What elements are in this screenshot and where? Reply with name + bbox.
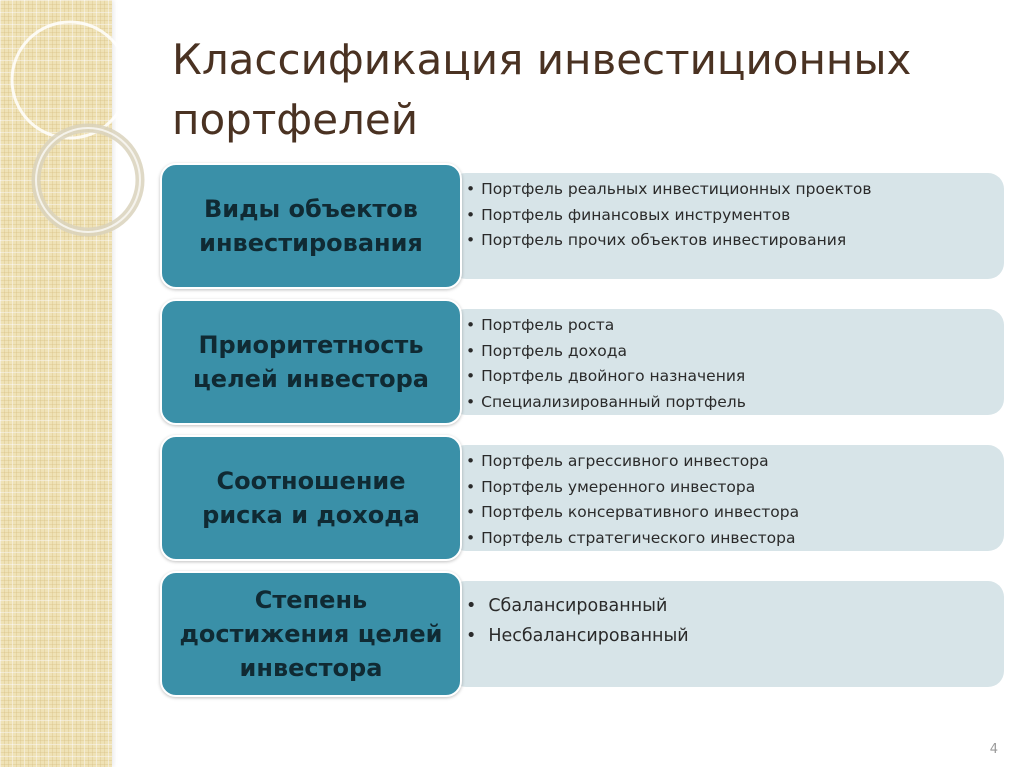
list-item: • Портфель стратегического инвестора (466, 526, 799, 552)
list-item: • Сбалансированный (466, 591, 689, 621)
classification-row-risk-return (160, 435, 1004, 563)
items-list (466, 313, 746, 415)
category-box (160, 299, 462, 425)
category-box (160, 163, 462, 289)
slide-number: 4 (989, 742, 998, 757)
list-item: • Портфель реальных инвестиционных проектов (466, 177, 872, 203)
list-item: • Портфель финансовых инструментов (466, 203, 872, 229)
category-label: Приоритетность целей инвестора (193, 331, 429, 393)
category-box (160, 435, 462, 561)
category-label: Соотношение риска и дохода (202, 467, 420, 529)
category-box (160, 571, 462, 697)
list-item: • Несбалансированный (466, 621, 689, 651)
classification-row-object-types (160, 163, 1004, 291)
classification-row-goal-achievement (160, 571, 1004, 699)
category-label: Виды объектов инвестирования (199, 195, 423, 257)
list-item: • Портфель прочих объектов инвестирования (466, 228, 872, 254)
list-item: • Портфель роста (466, 313, 746, 339)
classification-row-goal-priority (160, 299, 1004, 427)
slide-title: Классификация инвестиционных портфелей (172, 35, 912, 144)
category-label: Степень достижения целей инвестора (179, 586, 443, 682)
list-item: • Специализированный портфель (466, 390, 746, 416)
list-item: • Портфель умеренного инвестора (466, 475, 799, 501)
list-item: • Портфель дохода (466, 339, 746, 365)
list-item: • Портфель агрессивного инвестора (466, 449, 799, 475)
items-list (466, 177, 872, 254)
items-list (466, 449, 799, 551)
list-item: • Портфель двойного назначения (466, 364, 746, 390)
items-list (466, 591, 689, 651)
decorative-rings (0, 0, 160, 260)
list-item: • Портфель консервативного инвестора (466, 500, 799, 526)
